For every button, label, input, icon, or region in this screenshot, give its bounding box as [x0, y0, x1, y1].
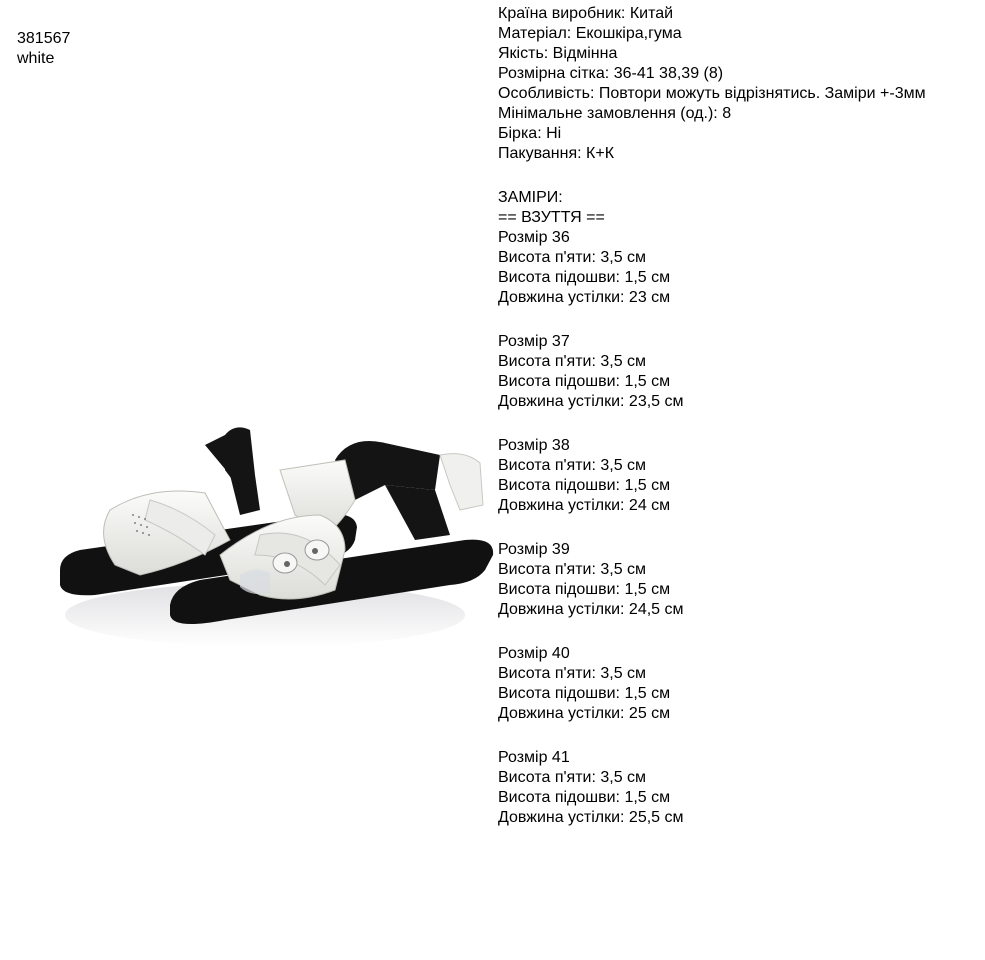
heel-height: Висота п'яти: 3,5 см — [498, 561, 647, 578]
insole-length: Довжина устілки: 23,5 см — [498, 393, 684, 410]
sole-height: Висота підошви: 1,5 см — [498, 269, 671, 286]
size-title: Розмір 38 — [498, 437, 570, 454]
insole-length: Довжина устілки: 24,5 см — [498, 601, 684, 618]
insole-length: Довжина устілки: 24 см — [498, 497, 671, 514]
attr-quality: Якість: Відмінна — [498, 45, 618, 62]
measurements-subheading: == ВЗУТТЯ == — [498, 209, 605, 226]
size-block-41 — [498, 748, 926, 828]
size-block-37 — [498, 332, 926, 412]
product-specs — [498, 4, 926, 828]
measurements-heading: ЗАМІРИ: — [498, 189, 563, 206]
attr-tag: Бірка: Ні — [498, 125, 562, 142]
insole-length: Довжина устілки: 23 см — [498, 289, 671, 306]
size-title: Розмір 39 — [498, 541, 570, 558]
sole-height: Висота підошви: 1,5 см — [498, 685, 671, 702]
attr-size-grid: Розмірна сітка: 36-41 38,39 (8) — [498, 65, 724, 82]
product-id-block — [17, 29, 70, 69]
attr-min-order: Мінімальне замовлення (од.): 8 — [498, 105, 732, 122]
measurements-header — [498, 188, 926, 228]
product-color: white — [17, 50, 55, 67]
product-photo — [55, 415, 495, 650]
sole-height: Висота підошви: 1,5 см — [498, 789, 671, 806]
heel-height: Висота п'яти: 3,5 см — [498, 249, 647, 266]
attr-packaging: Пакування: К+К — [498, 145, 615, 162]
heel-height: Висота п'яти: 3,5 см — [498, 457, 647, 474]
attr-feature: Особливість: Повтори можуть відрізнятись. Заміри +-3мм — [498, 85, 926, 102]
size-block-40 — [498, 644, 926, 724]
size-block-39 — [498, 540, 926, 620]
size-title: Розмір 40 — [498, 645, 570, 662]
heel-height: Висота п'яти: 3,5 см — [498, 353, 647, 370]
product-sku: 381567 — [17, 30, 71, 47]
insole-length: Довжина устілки: 25 см — [498, 705, 671, 722]
attr-country: Країна виробник: Китай — [498, 5, 674, 22]
insole-length: Довжина устілки: 25,5 см — [498, 809, 684, 826]
size-title: Розмір 37 — [498, 333, 570, 350]
heel-height: Висота п'яти: 3,5 см — [498, 665, 647, 682]
size-block-38 — [498, 436, 926, 516]
attr-material: Матеріал: Екошкіра,гума — [498, 25, 682, 42]
size-title: Розмір 36 — [498, 229, 570, 246]
size-title: Розмір 41 — [498, 749, 570, 766]
sole-height: Висота підошви: 1,5 см — [498, 373, 671, 390]
sole-height: Висота підошви: 1,5 см — [498, 477, 671, 494]
size-block-36 — [498, 228, 926, 308]
sole-height: Висота підошви: 1,5 см — [498, 581, 671, 598]
heel-height: Висота п'яти: 3,5 см — [498, 769, 647, 786]
